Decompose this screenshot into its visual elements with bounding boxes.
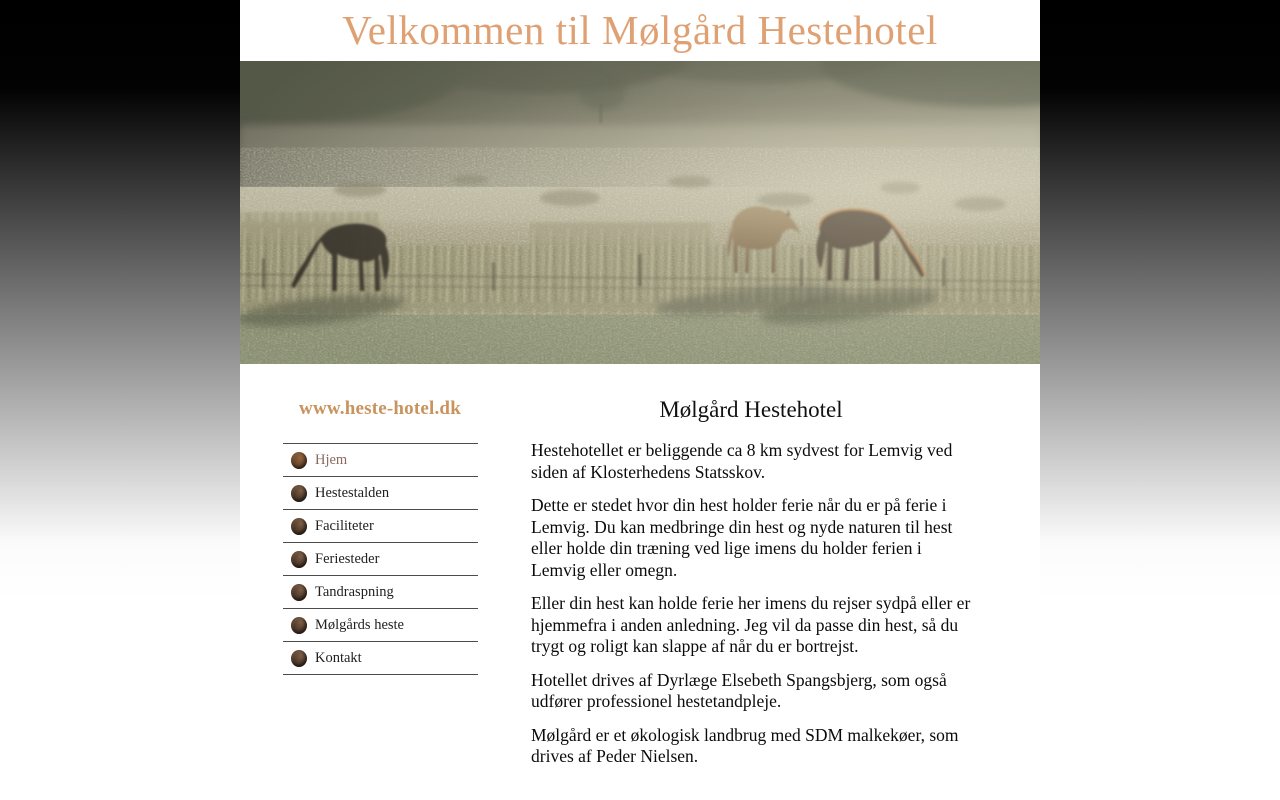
paragraph-holiday: Dette er stedet hvor din hest holder ferie når du er på ferie i Lemvig. Du kan medbringe din hest og nyde naturen til hest eller holde din træning ved lige imens du holder ferien i Lemvig eller omegn. xyxy=(531,495,953,580)
sidebar-item-label: Tandraspning xyxy=(315,583,394,600)
content-area xyxy=(240,364,1040,800)
site-title: Velkommen til Mølgård Hestehotel xyxy=(342,7,938,53)
sidebar-item-label: Kontakt xyxy=(315,649,362,666)
horse-bean-icon xyxy=(291,551,307,568)
horse-bean-icon xyxy=(291,485,307,502)
sidebar-item-faciliteter[interactable] xyxy=(283,510,478,543)
hero-photo xyxy=(240,61,1040,364)
horse-bean-icon xyxy=(291,584,307,601)
horses-in-misty-field-photo xyxy=(240,61,1040,364)
paragraph-owner: Hotellet drives af Dyrlæge Elsebeth Spangsbjerg, som også udfører professionel hestetandpleje. xyxy=(531,669,947,711)
horse-bean-icon xyxy=(291,617,307,634)
sidebar-item-label: Mølgårds heste xyxy=(315,616,404,633)
sidebar-item-tandraspning[interactable] xyxy=(283,576,478,609)
paragraph-location: Hestehotellet er beliggende ca 8 km sydvest for Lemvig ved siden af Klosterhedens Statsskov. xyxy=(531,440,953,482)
horse-bean-icon xyxy=(291,452,307,469)
sidebar-item-feriesteder[interactable] xyxy=(283,543,478,576)
horse-bean-icon xyxy=(291,518,307,535)
sidebar-item-label: Hestestalden xyxy=(315,484,390,501)
sidebar xyxy=(240,364,520,800)
sidebar-item-hestestalden[interactable] xyxy=(283,477,478,510)
site-header xyxy=(240,0,1040,61)
site-container xyxy=(240,0,1040,800)
main-content xyxy=(531,364,971,800)
horse-bean-icon xyxy=(291,650,307,667)
paragraph-farm: Mølgård er et økologisk landbrug med SDM malkekøer, som drives af Peder Nielsen. xyxy=(531,724,959,766)
site-url: www.heste-hotel.dk xyxy=(299,398,461,419)
paragraph-boarding: Eller din hest kan holde ferie her imens du rejser sydpå eller er hjemmefra i anden anledning. Jeg vil da passe din hest, så du trygt og roligt kan slappe af når du er bortrejst. xyxy=(531,593,971,656)
sidebar-item-kontakt[interactable] xyxy=(283,642,478,675)
sidebar-item-label: Feriesteder xyxy=(315,550,380,567)
sidebar-item-label: Hjem xyxy=(315,451,348,468)
sidebar-item-label: Faciliteter xyxy=(315,517,374,534)
sidebar-item-molgards-heste[interactable] xyxy=(283,609,478,642)
page-title: Mølgård Hestehotel xyxy=(659,397,843,422)
sidebar-item-hjem[interactable] xyxy=(283,444,478,477)
nav-menu xyxy=(283,443,478,675)
